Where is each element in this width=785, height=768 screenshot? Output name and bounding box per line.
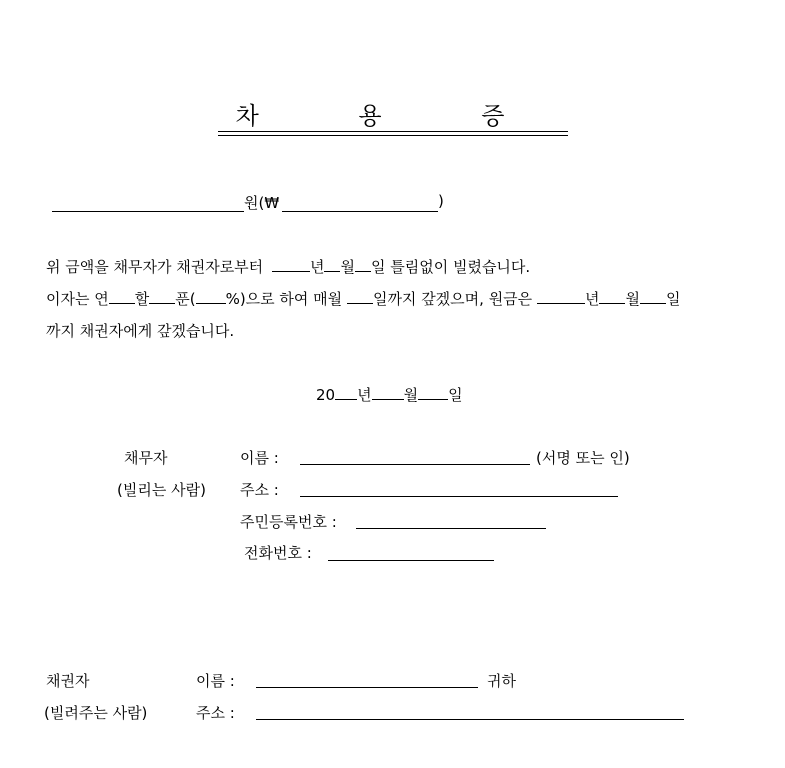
debtor-signature-note: (서명 또는 인) <box>536 449 630 467</box>
borrow-year-blank[interactable] <box>272 257 310 272</box>
interest-hal-label: 할 <box>134 290 150 308</box>
repay-day-blank[interactable] <box>640 289 666 304</box>
debtor-name-field[interactable] <box>300 464 530 465</box>
document-date <box>316 384 463 405</box>
creditor-name-field[interactable] <box>256 687 478 688</box>
date-year-label: 년 <box>357 386 372 404</box>
repay-year-label: 년 <box>584 290 600 308</box>
borrow-day-label: 일 <box>370 258 386 276</box>
repay-day-label: 일 <box>665 290 681 308</box>
repay-month-blank[interactable] <box>599 289 625 304</box>
body-line1-text: 위 금액을 채무자가 채권자로부터 <box>46 258 264 276</box>
borrow-month-label: 월 <box>340 258 355 276</box>
date-month-blank[interactable] <box>372 385 404 400</box>
creditor-name-label: 이름 : <box>196 672 235 690</box>
borrow-year-label: 년 <box>309 258 325 276</box>
body-line-1 <box>46 256 530 277</box>
debtor-label: 채무자 <box>124 449 168 467</box>
interest-percent-blank[interactable] <box>196 289 226 304</box>
debtor-id-label: 주민등록번호 : <box>240 513 337 531</box>
interest-prefix: 이자는 연 <box>46 290 109 308</box>
interest-pun-blank[interactable] <box>149 289 175 304</box>
body-line-2 <box>46 288 680 309</box>
repay-month-label: 월 <box>625 290 640 308</box>
creditor-sublabel: (빌려주는 사람) <box>44 704 148 722</box>
body-line1-end: 틀림없이 빌렸습니다. <box>390 258 531 276</box>
repay-year-blank[interactable] <box>537 289 585 304</box>
title-underline-double <box>218 135 568 136</box>
date-month-label: 월 <box>403 386 419 404</box>
borrow-day-blank[interactable] <box>355 257 371 272</box>
amount-korean-line[interactable] <box>52 211 244 212</box>
amount-number-line[interactable] <box>282 211 438 212</box>
debtor-phone-field[interactable] <box>328 560 494 561</box>
date-year-blank[interactable] <box>335 385 357 400</box>
document-title: 차 용 증 <box>235 102 551 130</box>
debtor-phone-label: 전화번호 : <box>244 544 312 562</box>
date-day-blank[interactable] <box>418 385 448 400</box>
date-day-label: 일 <box>448 386 463 404</box>
amount-won-label: 원(₩ <box>244 194 280 212</box>
creditor-address-label: 주소 : <box>196 704 235 722</box>
creditor-honorific: 귀하 <box>487 672 516 690</box>
interest-percent-label: %)으로 하여 매월 <box>225 290 343 308</box>
debtor-id-field[interactable] <box>356 528 546 529</box>
debtor-name-label: 이름 : <box>240 449 279 467</box>
debtor-address-field[interactable] <box>300 496 618 497</box>
debtor-sublabel: (빌리는 사람) <box>117 481 206 499</box>
interest-pun-label: 푼( <box>175 290 196 308</box>
date-prefix: 20 <box>316 386 336 404</box>
monthly-day-blank[interactable] <box>347 289 373 304</box>
creditor-address-field[interactable] <box>256 719 684 720</box>
title-underline <box>218 131 568 132</box>
amount-close-paren: ) <box>438 192 444 210</box>
monthly-day-label: 일까지 갚겠으며, 원금은 <box>372 290 533 308</box>
body-line-3: 까지 채권자에게 갚겠습니다. <box>46 322 235 340</box>
borrow-month-blank[interactable] <box>324 257 340 272</box>
creditor-label: 채권자 <box>46 672 90 690</box>
debtor-address-label: 주소 : <box>240 481 279 499</box>
interest-hal-blank[interactable] <box>109 289 135 304</box>
